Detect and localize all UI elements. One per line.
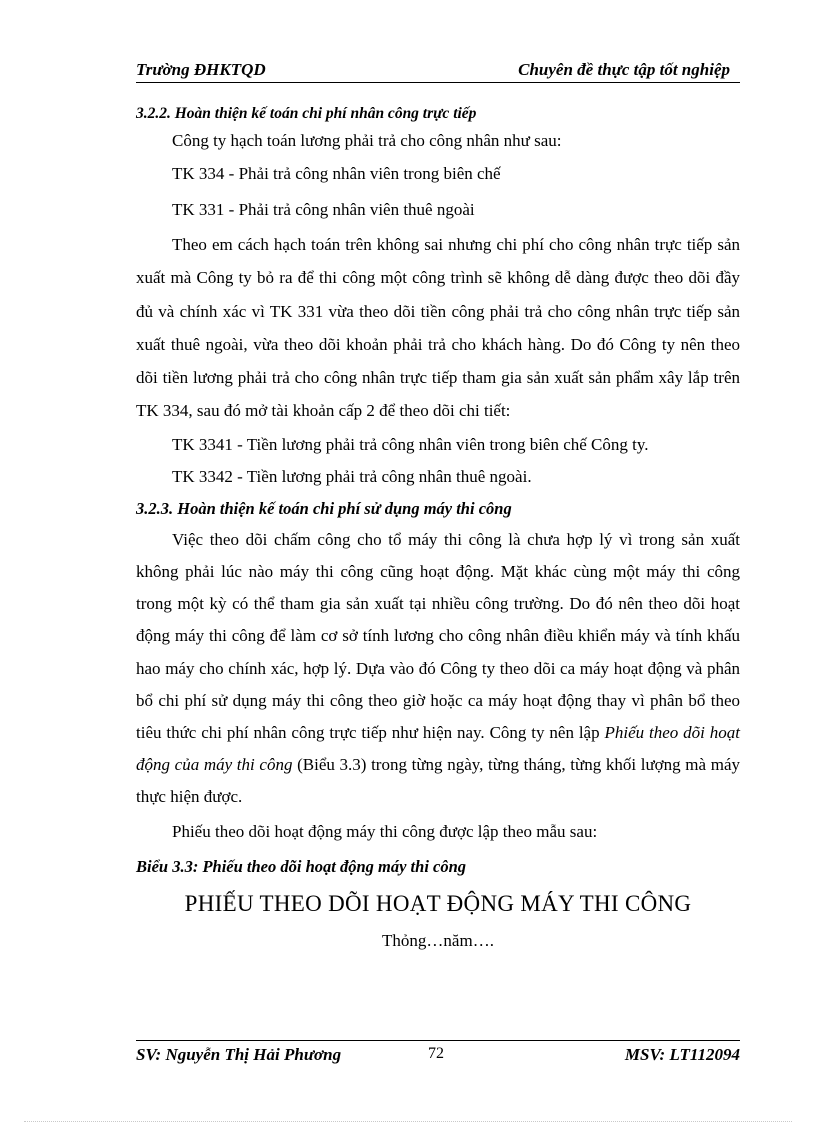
section-322-heading: 3.2.2. Hoàn thiện kế toán chi phí nhân công trực tiếp	[136, 105, 477, 122]
form-caption: Biểu 3.3: Phiếu theo dõi hoạt động máy thi công	[136, 856, 467, 876]
account-3341: TK 3341 - Tiền lương phải trả công nhân viên trong biên chế Công ty.	[172, 434, 649, 454]
form-intro: Phiếu theo dõi hoạt động máy thi công được lập theo mẫu sau:	[172, 821, 598, 841]
footer-student-id: MSV: LT112094	[624, 1045, 740, 1064]
form-name-italic: Phiếu theo dõi hoạt động của máy thi công	[136, 723, 740, 775]
header-report-title: Chuyên đề thực tập tốt nghiệp	[518, 60, 730, 79]
form-period: Thỏng…năm….	[382, 930, 494, 950]
page-content	[136, 102, 740, 956]
footer-student-name: SV: Nguyễn Thị Hải Phương	[136, 1045, 342, 1064]
section-322-paragraph: Theo em cách hạch toán trên không sai nhưng chi phí cho công nhân trực tiếp sản xuất mà Công ty bỏ ra để thi công một công trình sẽ không dễ dàng được theo dõi đầy đủ và chính xác vì TK 331 vừa theo dõi tiền công phải trả cho công nhân trực tiếp sản xuất thuê ngoài, vừa theo dõi khoản phải trả cho khách hàng. Do đó Công ty nên theo dõi tiền lương phải trả cho công nhân trực tiếp tham gia sản xuất sản phẩm xây lắp trên TK 334, sau đó mở tài khoản cấp 2 để theo dõi chi tiết:	[136, 235, 740, 421]
section-322-line-2: TK 334 - Phải trả công nhân viên trong biên chế	[172, 164, 501, 183]
page-footer	[136, 1043, 740, 1067]
page-header	[136, 58, 740, 83]
section-323-paragraph	[136, 524, 740, 814]
footer-divider	[136, 1040, 740, 1041]
header-school: Trường ĐHKTQD	[136, 60, 266, 79]
section-323-paragraph-end: (Biểu 3.3) trong từng ngày, từng tháng, từng khối lượng mà máy thực hiện được.	[136, 755, 740, 807]
section-322-line-3: TK 331 - Phải trả công nhân viên thuê ngoài	[172, 200, 475, 219]
account-3342: TK 3342 - Tiền lương phải trả công nhân thuê ngoài.	[172, 466, 532, 486]
page-edge-divider	[24, 1121, 792, 1122]
section-322-line-1: Công ty hạch toán lương phải trả cho công nhân như sau:	[172, 131, 562, 150]
section-323-paragraph-text: Việc theo dõi chấm công cho tổ máy thi công là chưa hợp lý vì trong sản xuất không phải lúc nào máy thi công cũng hoạt động. Mặt khác cùng một máy thi công trong một kỳ có thể tham gia sản xuất tại nhiều công trường. Do đó nên theo dõi hoạt động máy thi công để làm cơ sở tính lương cho công nhân điều khiển máy và tính khấu hao máy cho chính xác, hợp lý. Dựa vào đó Công ty theo dõi ca máy hoạt động và phân bổ chi phí sử dụng máy thi công theo giờ hoặc ca máy hoạt động thay vì phân bổ theo tiêu thức chi phí nhân công trực tiếp như hiện nay. Công ty nên lập	[136, 529, 740, 742]
section-323-heading: 3.2.3. Hoàn thiện kế toán chi phí sử dụng máy thi công	[136, 498, 512, 518]
footer-page-number: 72	[428, 1045, 444, 1062]
form-title: PHIẾU THEO DÕI HOẠT ĐỘNG MÁY THI CÔNG	[184, 890, 692, 916]
